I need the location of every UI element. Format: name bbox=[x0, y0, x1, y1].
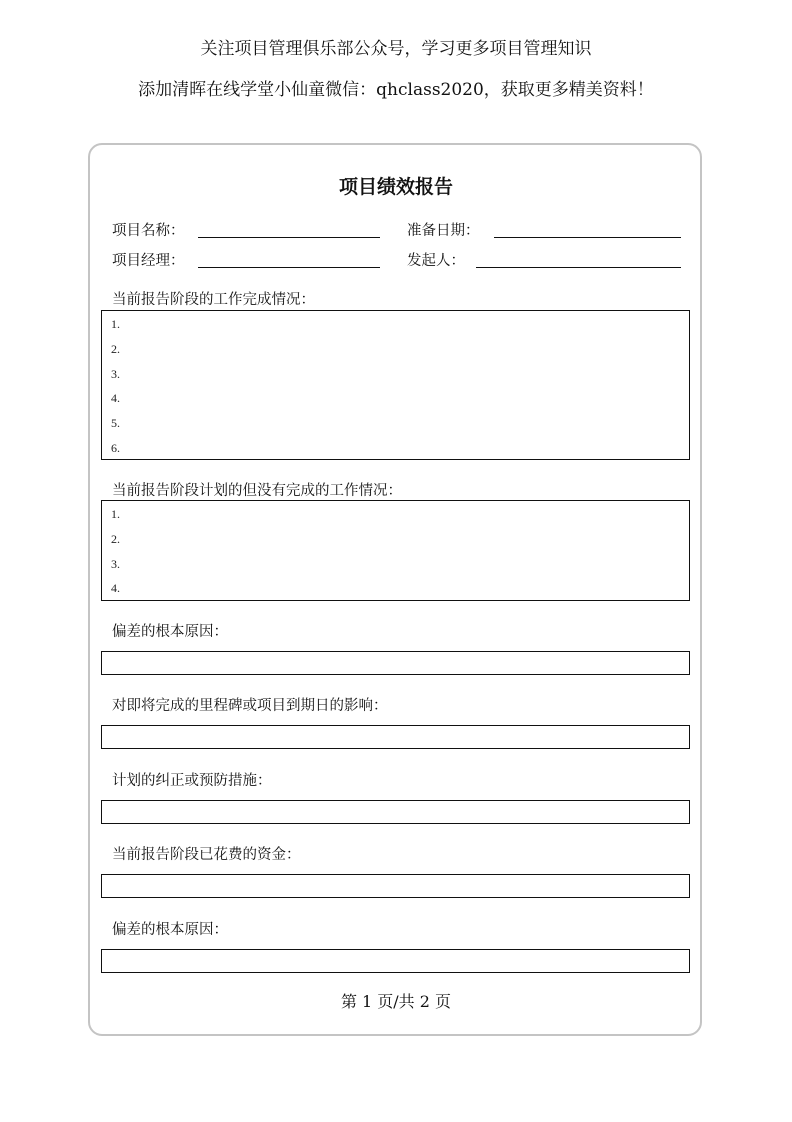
funds-spent-label: 当前报告阶段已花费的资金： bbox=[112, 847, 301, 863]
page-indicator: 第 1 页/共 2 页 bbox=[340, 992, 452, 1011]
planned-not-completed-box[interactable] bbox=[101, 500, 690, 601]
funds-spent-field[interactable] bbox=[101, 874, 690, 898]
variance-cause-field-2[interactable] bbox=[101, 949, 690, 973]
completed-work-label: 当前报告阶段的工作完成情况： bbox=[112, 292, 315, 308]
project-name-field[interactable] bbox=[198, 237, 380, 238]
list-item-number: 1. bbox=[111, 317, 120, 331]
variance-cause-label-2: 偏差的根本原因： bbox=[112, 922, 228, 938]
milestone-impact-field[interactable] bbox=[101, 725, 690, 749]
prep-date-field[interactable] bbox=[494, 237, 681, 238]
milestone-impact-label: 对即将完成的里程碑或项目到期日的影响： bbox=[112, 698, 388, 714]
list-item-number: 4. bbox=[111, 391, 120, 405]
list-item-number: 3. bbox=[111, 367, 120, 381]
completed-work-box[interactable] bbox=[101, 310, 690, 460]
project-name-label: 项目名称： bbox=[112, 223, 185, 239]
corrective-actions-field[interactable] bbox=[101, 800, 690, 824]
promo-line-1: 关注项目管理俱乐部公众号，学习更多项目管理知识 bbox=[200, 39, 592, 59]
project-manager-field[interactable] bbox=[198, 267, 380, 268]
initiator-field[interactable] bbox=[476, 267, 681, 268]
initiator-label: 发起人： bbox=[407, 253, 465, 269]
variance-cause-label: 偏差的根本原因： bbox=[112, 624, 228, 640]
list-item-number: 2. bbox=[111, 342, 120, 356]
prep-date-label: 准备日期： bbox=[407, 223, 480, 239]
list-item-number: 3. bbox=[111, 557, 120, 571]
planned-not-completed-label: 当前报告阶段计划的但没有完成的工作情况： bbox=[112, 483, 402, 499]
project-manager-label: 项目经理： bbox=[112, 253, 185, 269]
list-item-number: 4. bbox=[111, 581, 120, 595]
list-item-number: 5. bbox=[111, 416, 120, 430]
corrective-actions-label: 计划的纠正或预防措施： bbox=[112, 773, 272, 789]
promo-line-2: 添加清晖在线学堂小仙童微信：qhclass2020，获取更多精美资料！ bbox=[138, 80, 654, 100]
form-title: 项目绩效报告 bbox=[338, 176, 453, 198]
list-item-number: 1. bbox=[111, 507, 120, 521]
list-item-number: 2. bbox=[111, 532, 120, 546]
variance-cause-field[interactable] bbox=[101, 651, 690, 675]
list-item-number: 6. bbox=[111, 441, 120, 455]
